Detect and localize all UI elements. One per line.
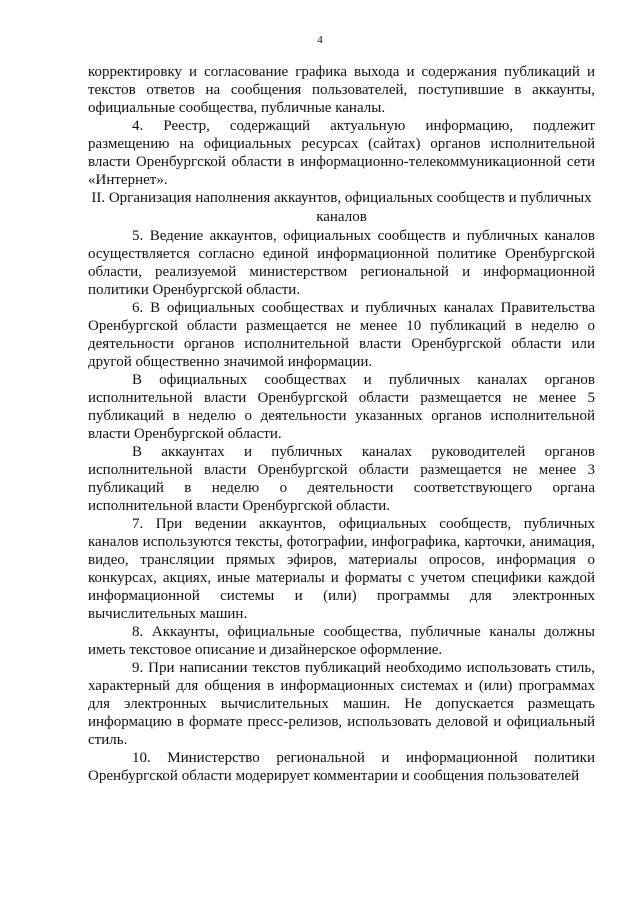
page-number: 4 (317, 34, 323, 46)
paragraph-continuation: корректировку и согласование графика выхода и содержания публикаций и текстов ответов на сообщения пользователей, поступившие в аккаунты, официальные сообщества, публичные каналы. (88, 64, 595, 116)
section-heading: II. Организация наполнения аккаунтов, официальных сообществ и публичных каналов (91, 190, 592, 225)
paragraph-8: 8. Аккаунты, официальные сообщества, публичные каналы должны иметь текстовое описание и дизайнерское оформление. (88, 624, 595, 658)
paragraph-6-part-3: В аккаунтах и публичных каналах руководителей органов исполнительной власти Оренбургской области размещается не менее 3 публикаций в неделю о деятельности соответствующего органа исполнительной власти Оренбургской области. (88, 444, 595, 514)
paragraph-4: 4. Реестр, содержащий актуальную информацию, подлежит размещению на официальных ресурсах (сайтах) органов исполнительной власти Оренбургской области в информационно-телекоммуникационной сети «Интернет». (88, 118, 595, 188)
paragraph-9: 9. При написании текстов публикаций необходимо использовать стиль, характерный для общения в информационных системах и (или) программах для электронных вычислительных машин. Не допускается размещать информацию в формате пресс-релизов, использовать деловой и официальный стиль. (88, 660, 595, 748)
paragraph-6-part-2: В официальных сообществах и публичных каналах органов исполнительной власти Оренбургской области размещается не менее 5 публикаций в неделю о деятельности указанных органов исполнительной власти Оренбургской области. (88, 372, 595, 442)
paragraph-7: 7. При ведении аккаунтов, официальных сообществ, публичных каналов используются тексты, фотографии, инфографика, карточки, анимация, видео, трансляции прямых эфиров, материалы опросов, информация о конкурсах, акциях, иные материалы и форматы с учетом специфики каждой информационной системы и (или) программы для электронных вычислительных машин. (88, 516, 595, 622)
paragraph-5: 5. Ведение аккаунтов, официальных сообществ и публичных каналов осуществляется согласно единой информационной политике Оренбургской области, реализуемой министерством региональной и информационной политики Оренбургской области. (88, 228, 595, 298)
document-body (88, 63, 595, 785)
paragraph-10: 10. Министерство региональной и информационной политики Оренбургской области модерирует комментарии и сообщения пользователей (88, 750, 595, 784)
paragraph-6: 6. В официальных сообществах и публичных каналах Правительства Оренбургской области размещается не менее 10 публикаций в неделю о деятельности органов исполнительной власти Оренбургской области или другой общественно значимой информации. (88, 300, 595, 370)
